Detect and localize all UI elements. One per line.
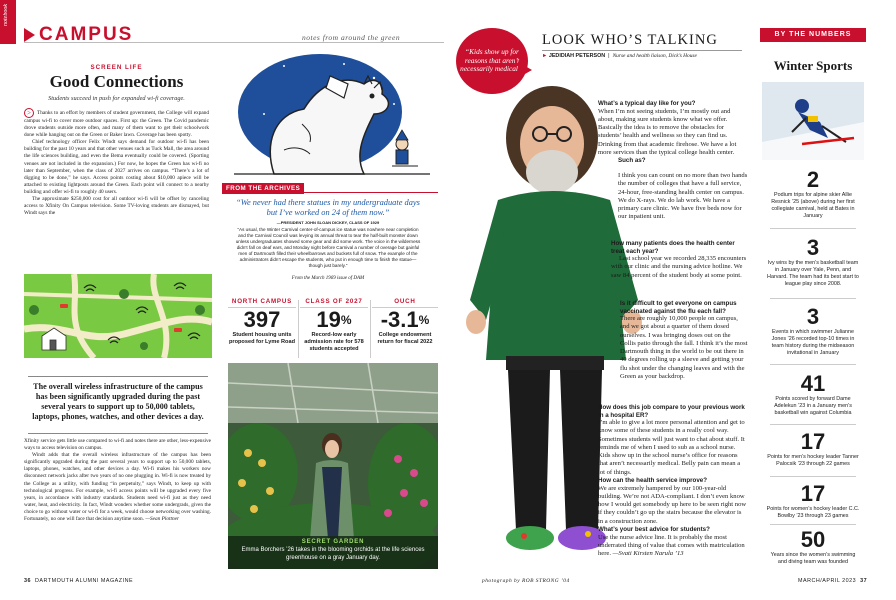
qa-block (611, 240, 748, 280)
stat-number: 17 (800, 429, 826, 454)
qa-block (598, 100, 748, 165)
divider (770, 228, 856, 229)
stat-value (372, 308, 438, 332)
stat-text: Points for men’s hockey leader Tanner Palocsik ’23 through 22 games (767, 454, 859, 467)
answer: I think you can count on no more than two hands the number of colleges that have a full service, 24-hour, free-standing health center on campus. We do X-rays. We do lab work. We have a primary care clinic. We have five beds now for our inpatient unit. (618, 172, 748, 221)
archives-rule (222, 192, 438, 193)
question: What’s a typical day like for you? (598, 100, 696, 107)
stat-number: 41 (800, 371, 826, 396)
page-number: 37 (860, 578, 868, 584)
answer: When I’m not seeing students, I’m mostly out and about, making sure students know what we offer. Basically the idea is to remove the obstacles for students’ health and wellness so they can find us. Drinking from that academic firehose. We have a lot more services than the typical college health center. (598, 107, 737, 156)
section-tagline: notes from around the green (302, 33, 401, 42)
question: Such as? (618, 157, 646, 165)
article-headline: Good Connections (49, 72, 184, 91)
answer-text: Use the nurse advice line. It is probably the most underrated thing of value that comes with matriculation here. (598, 533, 745, 558)
feature-rule (542, 50, 742, 51)
stat-number: 50 (800, 527, 826, 552)
article-byline: —Sean Plottner (145, 516, 180, 523)
stat-item (760, 528, 866, 566)
stat-label: CLASS OF 2027 (300, 298, 368, 308)
answer: We are extremely hampered by our 100-year-old building. We’re not ADA-compliant. I don’t even know how I would get somebody up here to be seen right now if they couldn’t go up the stairs because the elevator is in a construction zone. (598, 484, 747, 525)
answer: There are roughly 10,000 people on campus, and we got about a quarter of them dosed ourselves. I was bringing doses out on the Collis patio through the fall. I think it’s the most Dartmouth thing in the world to be out there in 40 degrees rolling up a sleeve and getting your flu shot under the changing leaves and with the Green as your backdrop. (620, 315, 748, 381)
speech-bubble-quote: “Kids show up for reasons that aren’t necessarily medical.” (456, 28, 528, 94)
footer-right (798, 578, 867, 584)
stat-number: 397 (243, 307, 281, 332)
stat-ouch (372, 298, 438, 358)
wifi-article-continued (24, 438, 211, 523)
magazine-name: DARTMOUTH ALUMNI MAGAZINE (35, 578, 134, 584)
qa-block (618, 172, 748, 222)
question: How can the health service improve? (598, 477, 708, 485)
by-the-numbers-label: BY THE NUMBERS (760, 28, 866, 42)
stat-text: Points scored by forward Dame Adelekun ’23 in a January men’s basketball win against Columbia (774, 396, 852, 416)
greenhouse-label: SECRET GARDEN (301, 539, 365, 545)
stat-item (760, 236, 866, 288)
divider (770, 424, 856, 425)
stat-text: Events in which swimmer Julianne Jones ’26 recorded top-10 times in team history during the midseason invitational in January (771, 329, 855, 356)
issue-date: MARCH/APRIL 2023 (798, 578, 857, 584)
answer: I’m able to give a lot more personal attention and get to know some of these students in a really cool way. Sometimes students will just want to chat about stuff. It reminds me of when I used to sub as a school nurse. Kids show up in the school nurse’s office for reasons that aren’t necessarily medical. Belly pain can mean a lot of things. (598, 419, 745, 476)
greenhouse-caption: Emma Borchers ’26 takes in the blooming orchids at the life sciences greenhouse on a gray January day. (241, 547, 425, 561)
divider (770, 298, 856, 299)
footer-left (24, 578, 133, 584)
stat-class-of-2027 (300, 298, 368, 358)
article-paragraph: Chief technology officer Felix Windt says demand for outdoor wi-fi has been building for the past 10 years and that other venues such as Tuck Mall, the area around the life sciences building, and even the Bema eventually could be covered. (Sporting venues are not included in the expansion.) For now, he hopes the Green has wi-fi no later than September, when the class of 2027 arrives on campus. “There’s a lot of digging to be done,” he says. Access points costing about $10,000 apiece will be attached to existing lightposts around the Green. Each point will connect to a nearby building and offer wi-fi to roughly 40 users. (24, 139, 209, 195)
stat-divider (370, 300, 371, 358)
pull-quote-rule (28, 433, 208, 434)
archives-body: “As usual, the Winter Carnival center-of-campus ice statue was nowhere near completion and the Carnival Council was levying its annual threat to tear the half-built monster down unless undergraduates showed some gear and did some work. The voice in the wilderness didn’t fall on deaf ears, and Monday night before Carnival a number of overage but gainful men of Dartmouth filled their wheelbarrows and buckets full of snow. The example of the administrators didn’t escape the students, who put in enough time to finish the statue—though just barely.” (235, 227, 421, 268)
feature-title: LOOK WHO’S TALKING (542, 32, 718, 48)
stat-caption: Student housing units proposed for Lyme Road (229, 332, 295, 345)
section-title-text: CAMPUS (39, 24, 134, 45)
article-paragraph: Xfinity service gets little use compared to wi-fi and notes there are other, less-expensive ways to access television on campus. (24, 438, 211, 452)
subject-name: JEDIDIAH PETERSON (548, 53, 606, 59)
arrow-circle-icon: > (24, 108, 34, 118)
pull-quote-rule (28, 376, 208, 377)
archives-label: FROM THE ARCHIVES (222, 183, 304, 194)
article-paragraph (24, 108, 209, 139)
stat-label: OUCH (372, 298, 438, 308)
section-tab-label: notebook (3, 4, 9, 26)
article-kicker: SCREEN LIFE (90, 64, 143, 71)
stat-text: Ivy wins by the men’s basketball team in January over Yale, Penn, and Harvard. The team had its best start to league play since 2008. (767, 260, 859, 287)
stat-caption: College endowment return for fiscal 2022 (377, 332, 433, 345)
stat-number: 3 (806, 304, 820, 329)
stat-value (300, 308, 368, 332)
wifi-map-illustration (24, 274, 212, 358)
archives-quote: “We never had there statues in my undergraduate days but I’ve worked on 24 of them now.” (236, 198, 420, 217)
archives-byline: —PRESIDENT JOHN SLOAN DICKEY, CLASS OF 1929 (276, 220, 380, 225)
qa-block (620, 300, 748, 381)
question: Is it difficult to get everyone on campus vaccinated against the flu each fall? (620, 300, 737, 315)
photo-credit: photograph by ROB STRONG ’04 (482, 578, 570, 584)
article-paragraph: The approximate $250,000 cost for all outdoor wi-fi will be offset by canceling access to Xfinity On Campus television. Some TV-loving students are dismayed, but Windt says the (24, 196, 209, 217)
stat-number: 2 (806, 167, 820, 192)
wifi-article (24, 60, 209, 217)
stat-north-campus (228, 298, 296, 358)
question: How does this job compare to your previous work in a hospital ER? (598, 404, 745, 419)
stat-item (760, 372, 866, 417)
alpine-skier-photo (762, 82, 864, 160)
stat-number: 19 (316, 307, 341, 332)
ice-statue-dragon-illustration (224, 54, 436, 178)
stat-number: 17 (800, 481, 826, 506)
stat-label: NORTH CAMPUS (228, 298, 296, 308)
answer: Last school year we recorded 28,335 encounters with our clinic and the nursing advice hotline. We saw 84 percent of the student body at some point. (611, 255, 747, 279)
answer (598, 534, 748, 559)
stat-item (760, 430, 866, 468)
stat-unit: % (418, 313, 430, 327)
feature-subject: ► JEDIDIAH PETERSON | Nurse and health liaison, Dick’s House (542, 53, 697, 59)
qa-block (598, 404, 748, 558)
article-dek: Students succeed in push for expanded wi-fi coverage. (48, 95, 185, 102)
stat-caption: Record-low early admission rate for 578 students accepted (304, 332, 364, 352)
stat-unit: % (340, 313, 352, 327)
section-tab (0, 0, 16, 44)
stat-divider (298, 300, 299, 358)
section-rule (24, 42, 444, 43)
arrow-icon: ► (542, 53, 548, 59)
stat-number: -3.1 (380, 307, 419, 332)
pull-quote: The overall wireless infrastructure of the campus has been significantly upgraded during the past several years to support up to 50,000 tablets, laptops, phones, watches, and other devices a day. (32, 382, 204, 421)
by-the-numbers-title: Winter Sports (773, 58, 853, 73)
divider (770, 364, 856, 365)
article-paragraph-text: Thanks to an effort by members of student government, the College will expand campus wi-fi to cover more outdoor spaces. First up: the Green. The Covid pandemic drove students outside more often, and many of them want to get their schoolwork done while hanging out on the Green or Baker lawn. Coverage has been spotty. (24, 110, 209, 139)
article-paragraph-text: Windt adds that the overall wireless infrastructure of the campus has been significantly upgraded during the past several years to support up to 50,000 tablets, laptops, phones, watches, and other devices a day. Wi-fi makes his workers now disconnect network jacks after two years of no one plugging in. Wi-fi is now treated by the College as a utility, with funding “in perpetuity,” says Windt, to keep up with technological progress. For example, wi-fi access points will be upgraded every five years, in accordance with industry standards. Students need wi-fi just as they need water, heat, and electricity. In fact, Windt wonders whether some undergrads, given the choice to go without water or wi-fi for a week, would choose networking over washing. Fortunately, no one will face that decision anytime soon. (24, 452, 211, 523)
feature-byline: —Svati Kirsten Narula ’13 (612, 550, 684, 558)
stat-text: Podium trips for alpine skier Allie Resnick ’25 (above) during her first collegiate carnival, held at Bates in January (771, 192, 855, 219)
triangle-arrow-icon (24, 28, 35, 42)
stat-item (760, 482, 866, 520)
archives-source: From the March 1969 issue of DAM (291, 276, 365, 281)
stat-text: Points for women’s hockey leader C.C. Bowlby ’23 through 23 games (766, 506, 860, 519)
subject-role: Nurse and health liaison, Dick’s House (612, 53, 697, 59)
question: What’s your best advice for students? (598, 526, 710, 534)
stat-number: 3 (806, 235, 820, 260)
article-paragraph (24, 452, 211, 523)
question: How many patients does the health center treat each year? (611, 240, 735, 255)
page-number: 36 (24, 578, 31, 584)
stat-text: Years since the women’s swimming and diving team was founded (770, 552, 856, 565)
divider (770, 524, 856, 525)
stat-item (760, 305, 866, 357)
divider (770, 476, 856, 477)
stat-item (760, 168, 866, 220)
stat-value (228, 308, 296, 332)
